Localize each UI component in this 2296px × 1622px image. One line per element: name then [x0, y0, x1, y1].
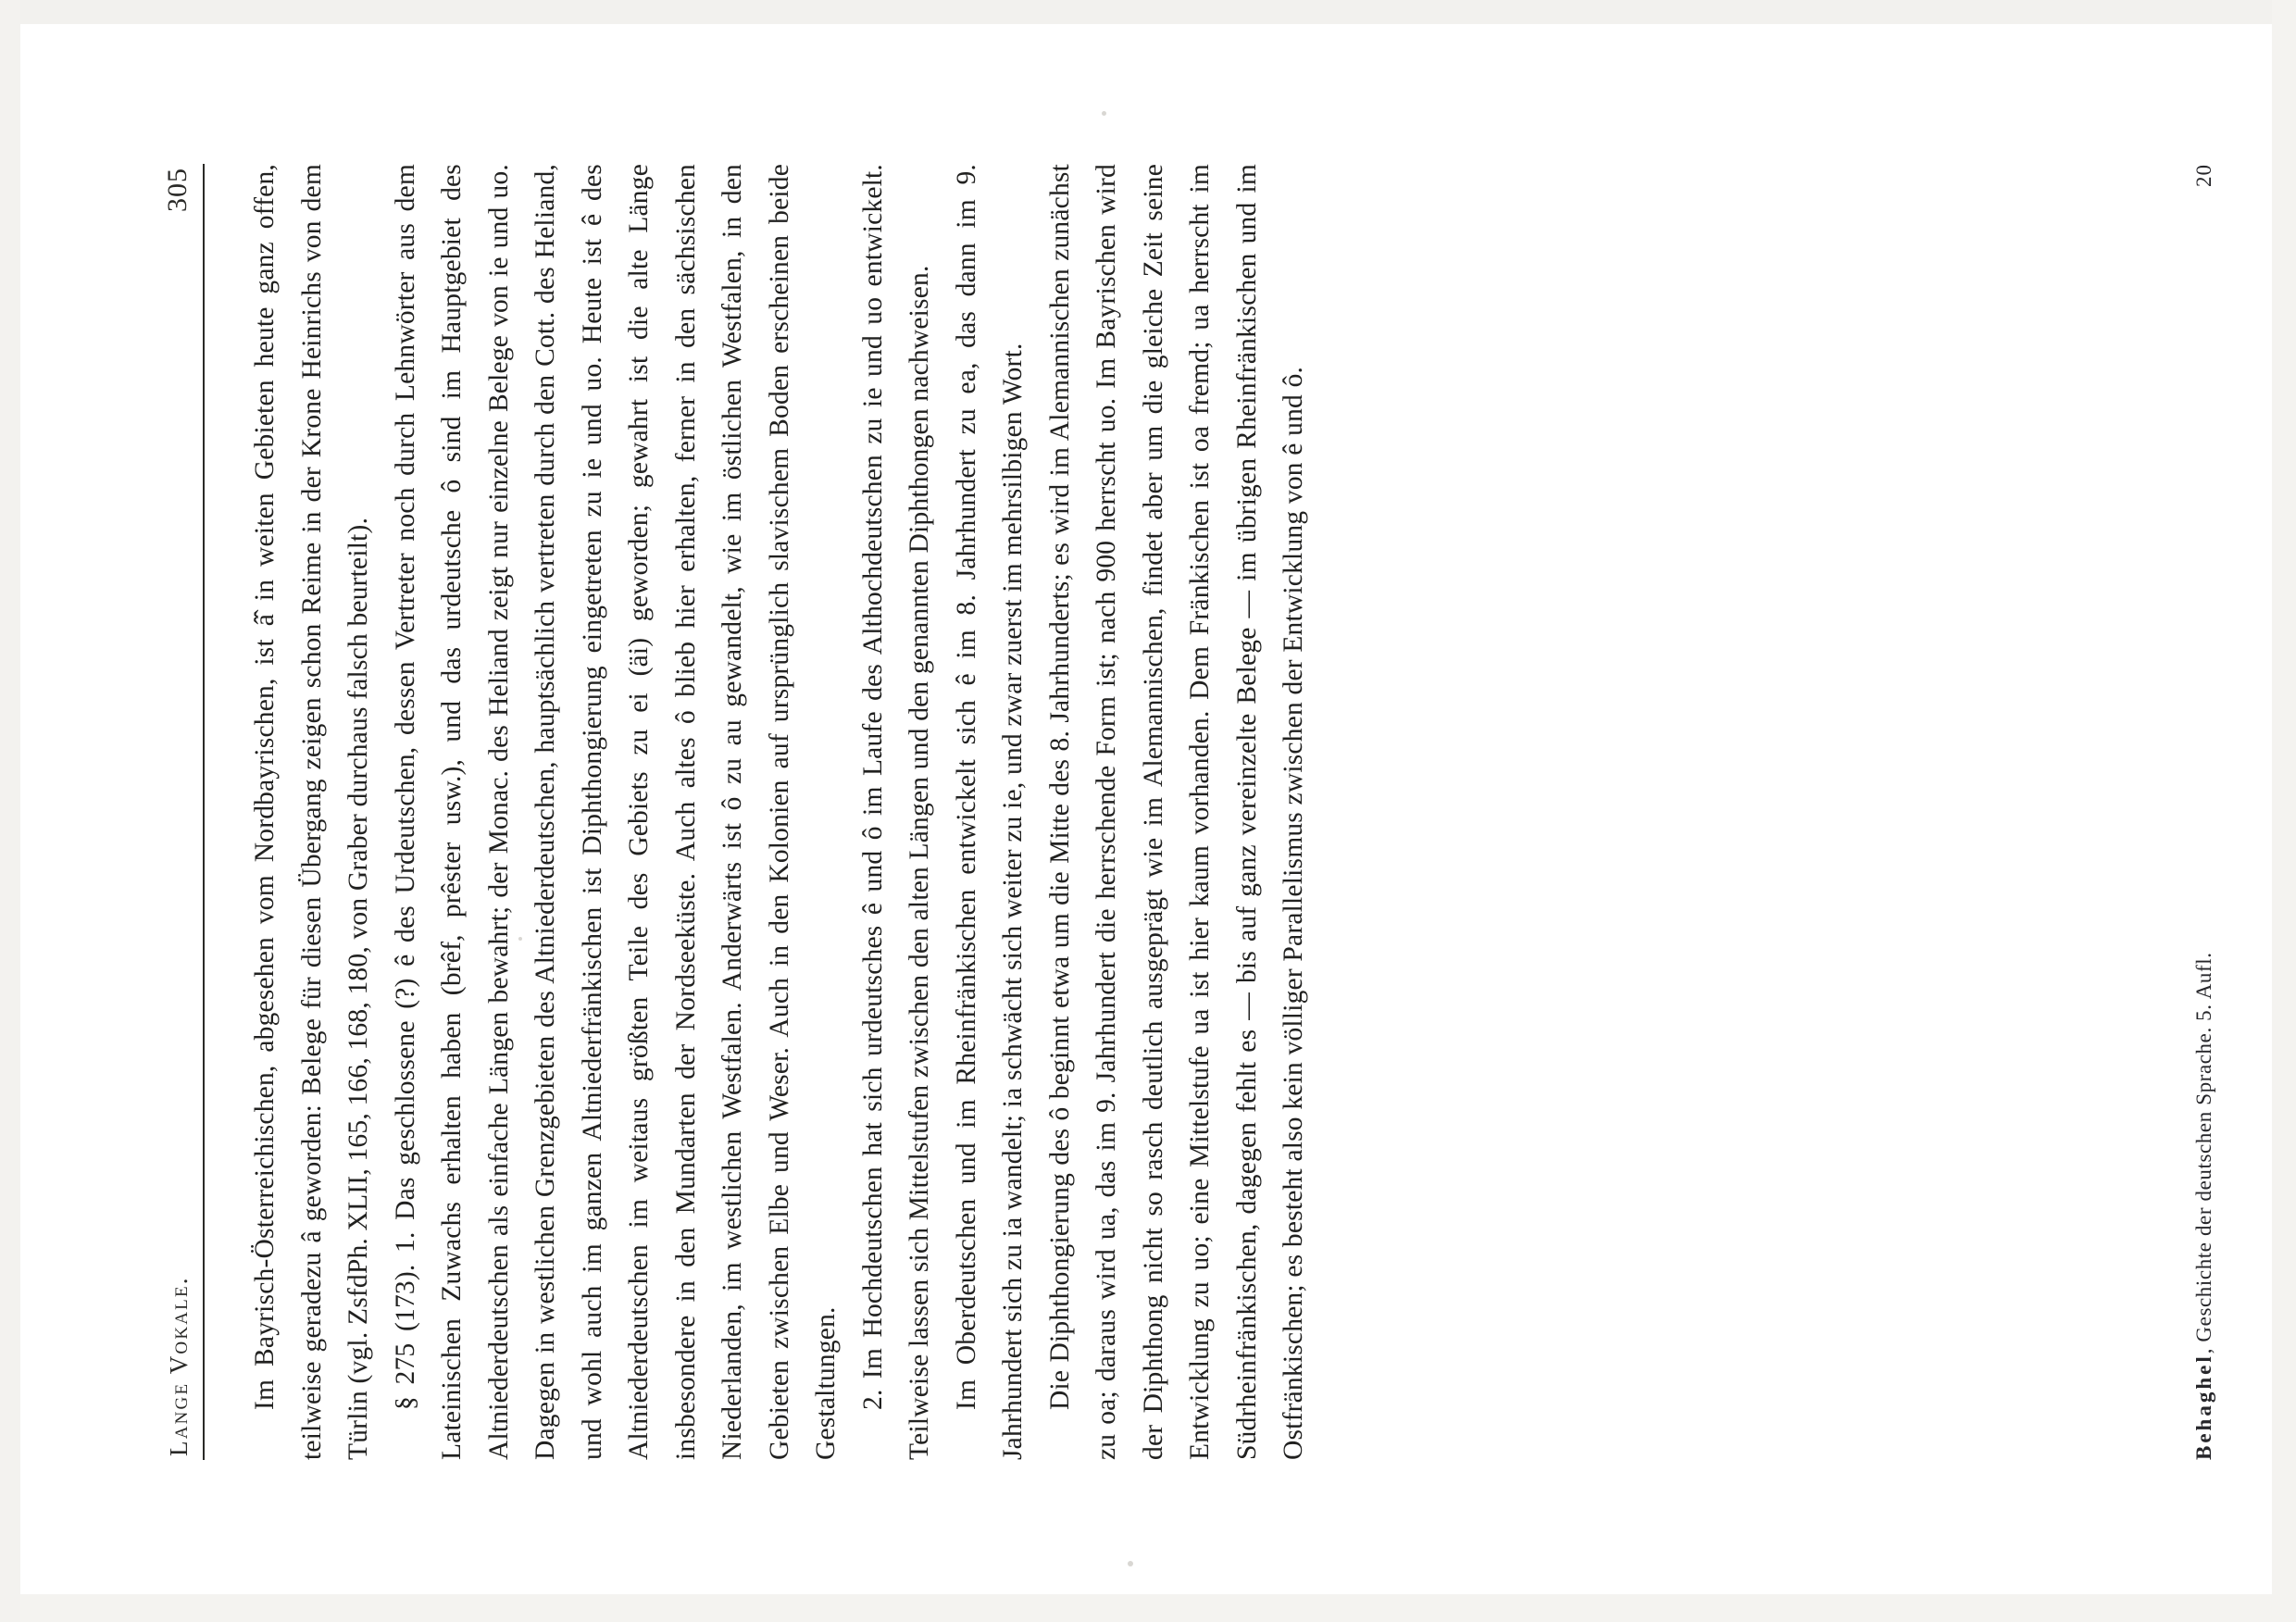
page-footer: [2192, 164, 2216, 1460]
signature-author: Behaghel: [2192, 1354, 2215, 1460]
book-signature: [2192, 952, 2216, 1460]
page-text-block: [162, 164, 2134, 1460]
signature-number: 20: [2192, 164, 2215, 187]
paragraph: 2. Im Hochdeutschen hat sich urdeutsches ê und ô im Laufe des Althochdeutschen zu ie und uo entwickelt. Teilweise lassen sich Mittelstufen zwischen den alten Längen und den genannten Diphthongen nachweisen.: [857, 164, 934, 1460]
running-head-title: Lange Vokale.: [165, 1276, 193, 1456]
paragraph: Im Oberdeutschen und im Rheinfränkischen entwickelt sich ê im 8. Jahrhundert zu ea, das dann im 9. Jahrhundert sich zu ia wandelt; ia schwächt sich weiter zu ie, und zwar zuerst im mehrsilbigen Wort.: [951, 164, 1028, 1460]
paragraph: Die Diphthongierung des ô beginnt etwa um die Mitte des 8. Jahrhunderts; es wird im Alemannischen zunächst zu oa; daraus wird ua, das im 9. Jahrhundert die herrschende Form ist; nach 900 herrscht uo. Im Bayrischen wird der Diphthong nicht so rasch deutlich ausgeprägt wie im Alemannischen, findet aber um die gleiche Zeit seine Entwicklung zu uo; eine Mittelstufe ua ist hier kaum vorhanden. Dem Fränkischen ist oa fremd; ua herrscht im Südrheinfränkischen, dagegen fehlt es — bis auf ganz vereinzelte Belege — im übrigen Rheinfränkischen und im Ostfränkischen; es besteht also kein völliger Parallelismus zwischen der Entwicklung von ê und ô.: [1044, 164, 1308, 1460]
body-column: [242, 164, 1317, 1460]
page-number: 305: [162, 168, 193, 212]
paragraph: § 275 (173). 1. Das geschlossene (?) ê des Urdeutschen, dessen Vertreter noch durch Lehnwörter aus dem Lateinischen Zuwachs erhalten haben (brêf, prêster usw.), und das urdeutsche ô sind im Hauptgebiet des Altniederdeutschen als einfache Längen bewahrt; der Monac. des Heliand zeigt nur einzelne Belege von ie und uo. Dagegen in westlichen Grenzgebieten des Altniederdeutschen, hauptsächlich vertreten durch den Cott. des Heliand, und wohl auch im ganzen Altniederfränkischen ist Diphthongierung eingetreten zu ie und uo. Heute ist ê des Altniederdeutschen im weitaus größten Teile des Gebiets zu ei (äi) geworden; gewahrt ist die alte Länge insbesondere in den Mundarten der Nordseeküste. Auch altes ô blieb hier erhalten, ferner in den sächsischen Niederlanden, im westlichen Westfalen. Anderwärts ist ô zu au gewandelt, wie im östlichen Westfalen, in den Gebieten zwischen Elbe und Weser. Auch in den Kolonien auf ursprünglich slavischem Boden erscheinen beide Gestaltungen.: [390, 164, 841, 1460]
signature-rest: , Geschichte der deutschen Sprache. 5. Aufl.: [2192, 952, 2215, 1354]
paragraph: Im Bayrisch-Österreichischen, abgesehen vom Nordbayrischen, ist â̂ in weiten Gebieten heute ganz offen, teilweise geradezu â geworden: Belege für diesen Übergang zeigen schon Reime in der Krone Heinrichs von dem Türlin (vgl. ZsfdPh. XLII, 165, 166, 168, 180, von Graber durchaus falsch beurteilt).: [250, 164, 373, 1460]
running-head: [162, 164, 205, 1460]
